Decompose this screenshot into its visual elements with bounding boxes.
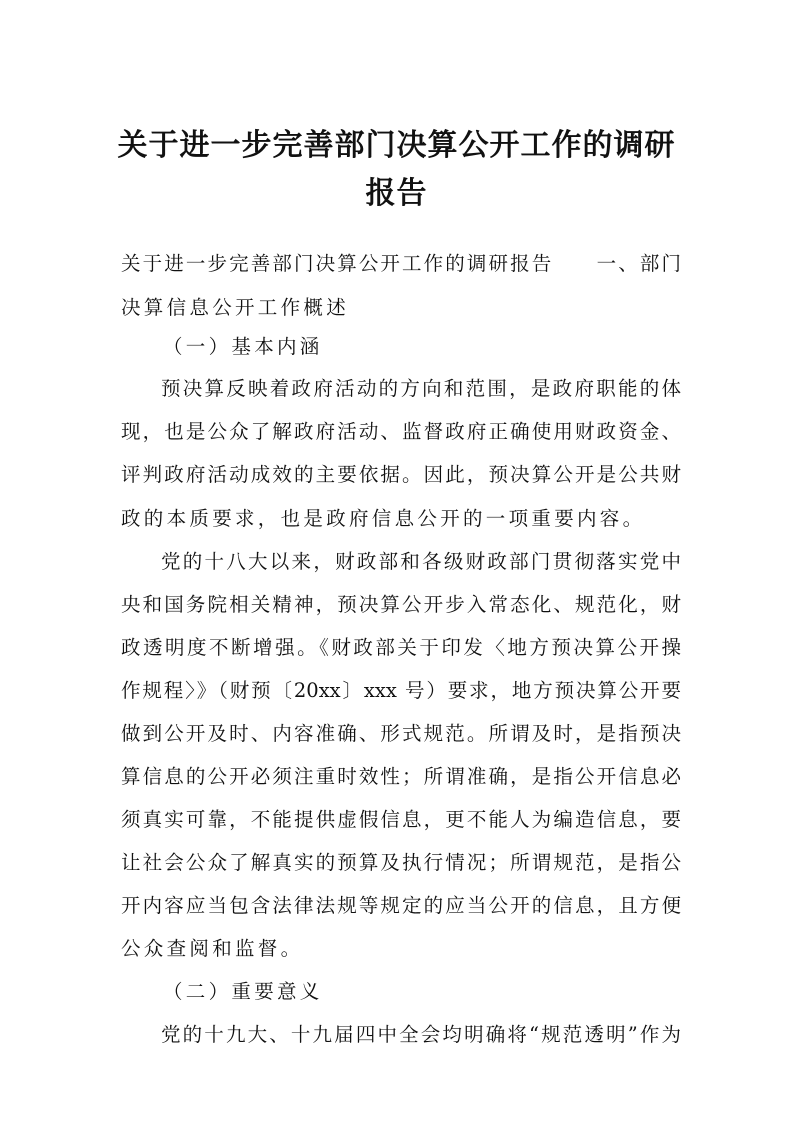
paragraph-line: 政透明度不断增强。《财政部关于印发〈地方预决算公开操 [121, 636, 681, 659]
paragraph-line: 政的本质要求，也是政府信息公开的一项重要内容。 [121, 507, 646, 530]
section-heading-1: 决算信息公开工作概述 [121, 296, 350, 319]
paragraph-line: 做到公开及时、内容准确、形式规范。所谓及时，是指预决 [121, 722, 681, 745]
paragraph-line: 算信息的公开必须注重时效性；所谓准确，是指公开信息必 [121, 765, 681, 788]
paragraph-line: 让社会公众了解真实的预算及执行情况；所谓规范，是指公 [121, 851, 681, 874]
paragraph-line: 预决算反映着政府活动的方向和范围，是政府职能的体 [161, 377, 681, 400]
subsection-heading-basic: （一）基本内涵 [163, 335, 323, 358]
paragraph-line: 党的十八大以来，财政部和各级财政部门贯彻落实党中 [161, 550, 681, 573]
document-title-line-2: 报告 [365, 176, 428, 211]
paragraph-line: 评判政府活动成效的主要依据。因此，预决算公开是公共财 [121, 463, 681, 486]
paragraph-line: 党的十九大、十九届四中全会均明确将“规范透明”作为 [161, 1023, 681, 1046]
paragraph-line: 开内容应当包含法律法规等规定的应当公开的信息，且方便 [121, 894, 681, 917]
paragraph-line: 央和国务院相关精神，预决算公开步入常态化、规范化，财 [121, 593, 681, 616]
subsection-heading-significance: （二）重要意义 [163, 980, 323, 1003]
document-title-line-1: 关于进一步完善部门决算公开工作的调研 [117, 128, 676, 163]
paragraph-line: 公众查阅和监督。 [121, 937, 304, 960]
paragraph-line: 现，也是公众了解政府活动、监督政府正确使用财政资金、 [121, 420, 681, 443]
paragraph-line: 作规程〉》（财预〔20xx〕xxx 号）要求，地方预决算公开要 [121, 679, 681, 702]
intro-line: 关于进一步完善部门决算公开工作的调研报告 一、部门 [121, 252, 681, 275]
paragraph-line: 须真实可靠，不能提供虚假信息，更不能人为编造信息，要 [121, 808, 681, 831]
